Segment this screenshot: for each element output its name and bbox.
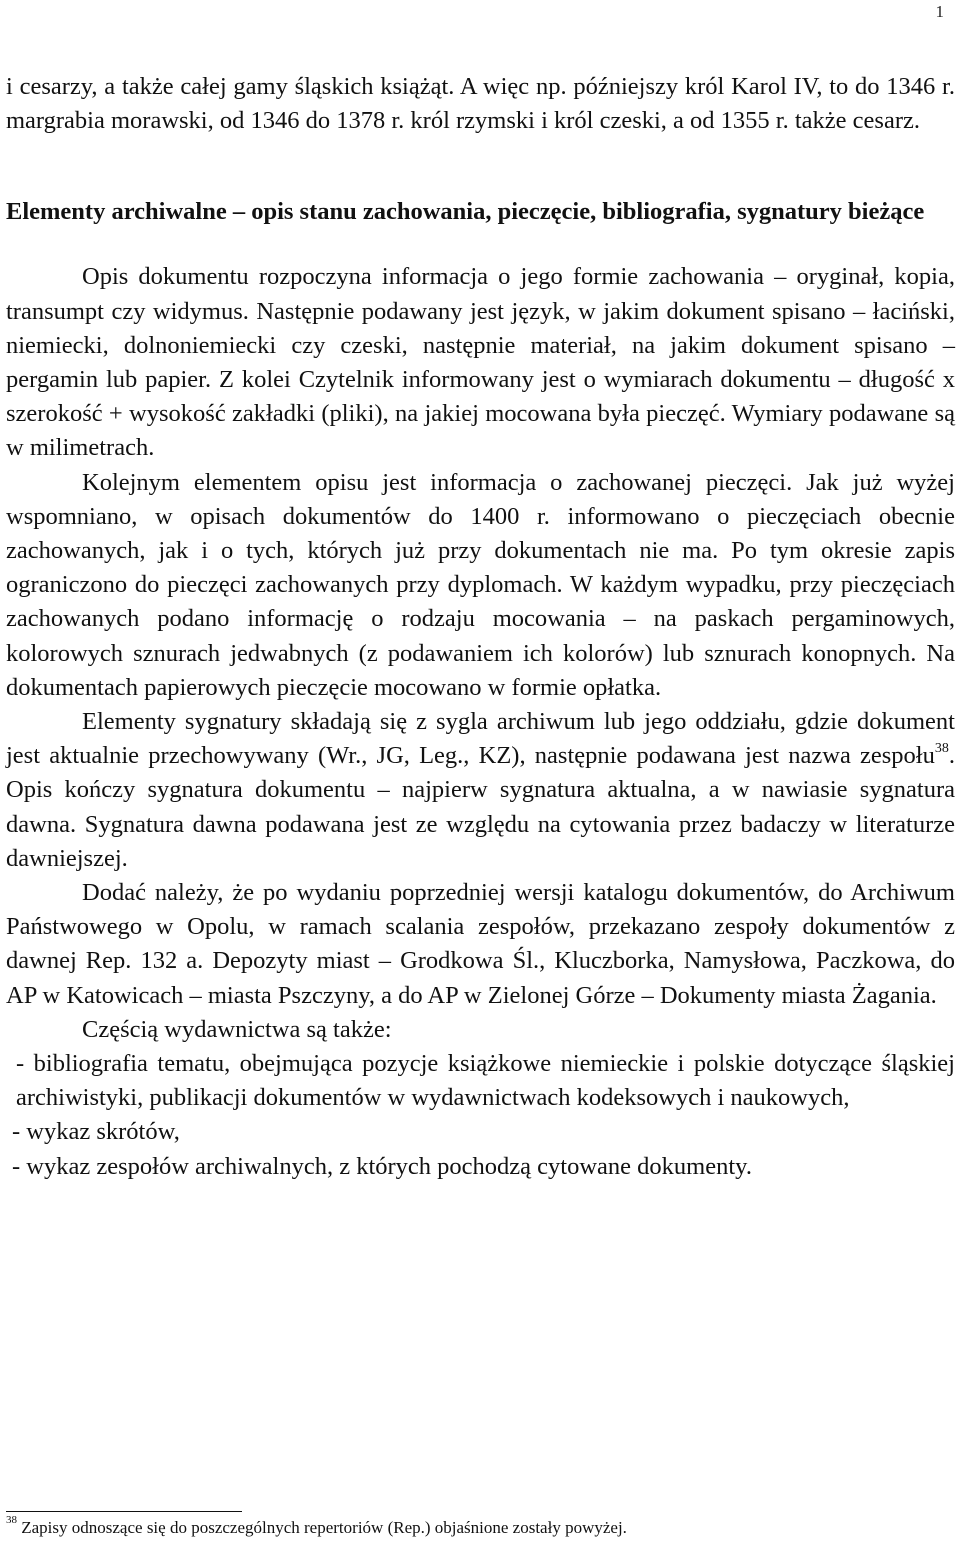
paragraph-transfer: Dodać należy, że po wydaniu poprzedniej wersji katalogu dokumentów, do Archiwum Państwowego w Opolu, w ramach scalania zespołów, przekazano zespoły dokumentów z dawnej Rep. 132 a. Depozyty miast – Grodkowa Śl., Kluczborka, Namysłowa, Paczkowa, do AP w Katowicach – miasta Pszczyny, a do AP w Zielonej Górze – Dokumenty miasta Żagania. bbox=[6, 879, 955, 1009]
paragraph-seals: Kolejnym elementem opisu jest informacja o zachowanej pieczęci. Jak już wyżej wspomniano, w opisach dokumentów do 1400 r. informowano o pieczęciach obecnie zachowanych, jak i o tych, których już przy dokumentach nie ma. Po tym okresie zapis ograniczono do pieczęci zachowanych przy dyplomach. W każdym wypadku, przy pieczęciach zachowanych podano informację o rodzaju mocowania – na paskach pergaminowych, kolorowych sznurach jedwabnych (z podawaniem ich kolorów) lub sznurach konopnych. Na dokumentach papierowych pieczęcie mocowano w formie opłatka. bbox=[6, 468, 955, 701]
footnote-reference[interactable]: 38 bbox=[934, 741, 949, 757]
footnote-separator bbox=[6, 1511, 242, 1512]
list-item-bibliography: - bibliografia tematu, obejmująca pozycje książkowe niemieckie i polskie dotyczące śląskiej archiwistyki, publikacji dokumentów w wydawnictwach kodeksowych i naukowych, bbox=[16, 1050, 955, 1112]
paragraph-signatures-text: Elementy sygnatury składają się z sygla archiwum lub jego oddziału, gdzie dokument jest aktualnie przechowywany (Wr., JG, Leg., KZ), następnie podawana jest nazwa zespołu bbox=[6, 708, 955, 770]
section-heading: Elementy archiwalne – opis stanu zachowania, pieczęcie, bibliografia, sygnatury bieżące bbox=[6, 198, 925, 226]
footnote bbox=[6, 1514, 946, 1539]
intro-section bbox=[6, 70, 955, 138]
paragraph-description: Opis dokumentu rozpoczyna informacja o jego formie zachowania – oryginał, kopia, transumpt czy widymus. Następnie podawany jest język, w jakim dokument spisano – łaciński, niemiecki, dolnoniemiecki czy czeski, następnie materiał, na jakim dokument spisano – pergamin lub papier. Z kolei Czytelnik informowany jest o wymiarach dokumentu – długość x szerokość + wysokość zakładki (pliki), na jakiej mocowana była pieczęć. Wymiary podawane są w milimetrach. bbox=[6, 263, 955, 462]
footnote-text: Zapisy odnoszące się do poszczególnych repertoriów (Rep.) objaśnione zostały powyżej. bbox=[17, 1518, 627, 1537]
paragraph-signatures bbox=[6, 705, 955, 876]
section-body bbox=[6, 260, 955, 1183]
intro-paragraph: i cesarzy, a także całej gamy śląskich książąt. A więc np. późniejszy król Karol IV, to do 1346 r. margrabia morawski, od 1346 do 1378 r. król rzymski i król czeski, a od 1355 r. także cesarz. bbox=[6, 73, 955, 135]
footnote-marker: 38 bbox=[6, 1514, 17, 1527]
page-number: 1 bbox=[935, 2, 944, 21]
list-item-abbreviations: - wykaz skrótów, bbox=[12, 1118, 180, 1146]
paragraph-parts-intro: Częścią wydawnictwa są także: bbox=[82, 1015, 392, 1043]
paragraph-signatures-text-continued: . Opis kończy sygnatura dokumentu – najpierw sygnatura aktualna, a w nawiasie sygnatura dawna. Sygnatura dawna podawana jest ze względu na cytowania przez badaczy w literaturze dawniejszej. bbox=[6, 742, 955, 872]
list-item-archival-fonds: - wykaz zespołów archiwalnych, z których pochodzą cytowane dokumenty. bbox=[12, 1152, 752, 1180]
document-body bbox=[6, 70, 955, 1184]
